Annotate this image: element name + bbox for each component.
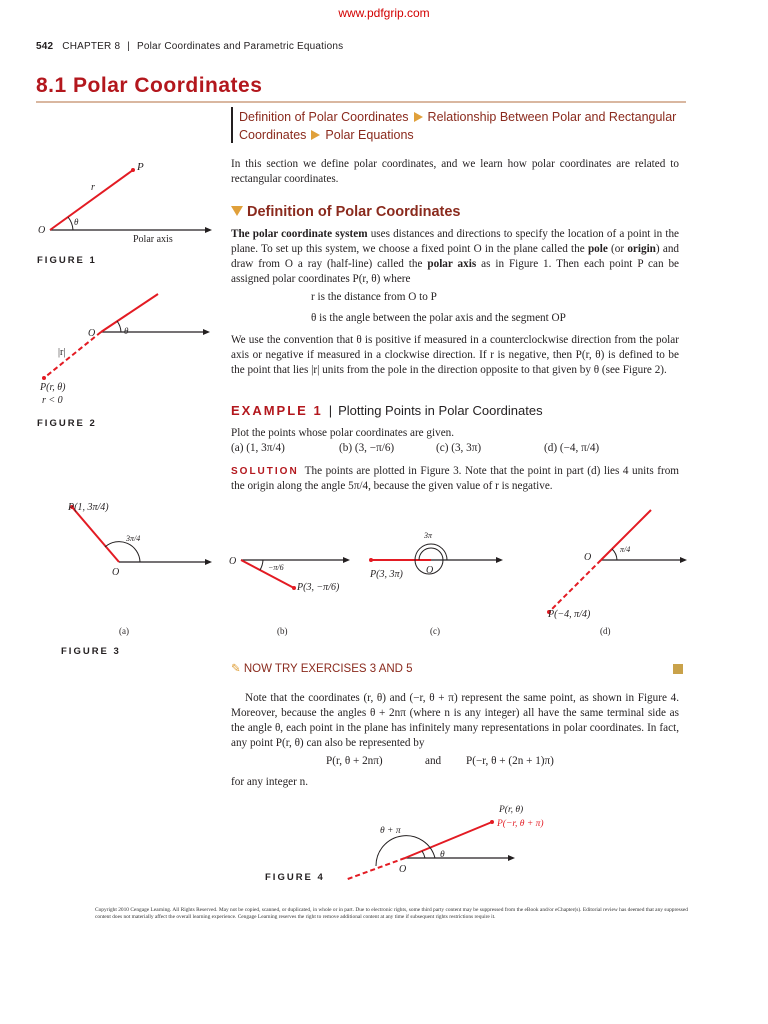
fig4-ray-solid [405,822,492,858]
fig1-label-axis: Polar axis [133,234,173,245]
figure-4 [265,804,544,883]
theta-definition: θ is the angle between the polar axis and the segment OP [311,312,566,324]
fig3d-label-angle: π/4 [620,545,631,554]
fig4-angle-arc-small [422,851,425,858]
intro-paragraph: In this section we define polar coordinates, and we learn how polar coordinates are related to rectangular coordinates. [231,158,679,185]
example-prompt: Plot the points whose polar coordinates are given. [231,427,455,439]
fig1-angle-arc [68,217,73,230]
fig3c-label-point: P(3, 3π) [370,569,403,580]
solution-text: The points are plotted in Figure 3. Note that the point in part (d) lies 4 units from the origin along the angle 5π/4, because the given value of r is negative. [231,465,679,492]
example-part-b: (b) (3, −π/6) [339,442,395,454]
example-part-d: (d) (−4, π/4) [544,442,600,454]
toc-item-relationship[interactable]: Relationship Between Polar and Rectangular Coordinates [239,110,677,142]
fig1-label-theta: θ [74,217,79,227]
fig3b-label-o: O [229,556,237,567]
try-exercises-text: NOW TRY EXERCISES 3 AND 5 [243,663,413,675]
fig3a-label-point: P(1, 3π/4) [68,502,109,513]
fig2-label-o: O [88,328,96,339]
definition-text-3: ) and draw from O a ray (half-line) called the [231,243,680,270]
figure-3c [369,531,503,636]
chapter-title: Polar Coordinates and Parametric Equations [137,41,344,52]
example-separator: | [328,403,333,418]
fig3b-angle-arc [260,560,263,570]
fig1-ray-op [50,170,133,230]
definition-text-1: uses distances and directions to specify the location of a point in the plane. To set up this system, we choose a fixed point O in the plane called the [231,228,680,255]
fig3c-caption: (c) [430,626,440,636]
fig1-axis-arrowhead [205,227,212,233]
fig2-axis-arrowhead [203,329,210,335]
fig3d-caption: (d) [600,626,611,636]
fig2-angle-arc [117,321,121,332]
fig4-axis-arrowhead [508,855,515,861]
fig3c-axis-arrowhead [496,557,503,563]
fig4-label-p1: P(r, θ) [499,805,524,815]
example-part-c: (c) (3, 3π) [436,442,482,454]
toc-item-equations[interactable]: Polar Equations [325,128,414,142]
fig4-ray-dashed [345,858,405,880]
fig3d-label-point: P(−4, π/4) [548,609,591,620]
figure-2 [37,294,210,429]
fig1-label-o: O [38,225,46,236]
term-pole: pole [587,243,608,255]
fig3a-axis-arrowhead [205,559,212,565]
r-definition: r is the distance from O to P [311,291,437,303]
fig3-caption: FIGURE 3 [61,646,121,657]
term-origin: origin [627,243,656,255]
term-polar-axis: polar axis [427,258,477,270]
fig4-point [490,820,494,824]
convention-paragraph: We use the convention that θ is positive if measured in a counterclockwise direction from the polar axis or negative if measured in a clockwise direction. If r is negative, then P(r, θ) is defined to be the point that lies |r| units from the pole in the direction opposite to that given by θ (see Figure 2). [231,334,679,376]
fig3d-axis-arrowhead [680,557,687,563]
fig4-label-angle1: θ + π [380,826,401,836]
fig3b-label-angle: −π/6 [268,563,284,572]
fig3b-point [292,586,296,590]
page-number: 542 [36,41,54,52]
fig2-label-cond: r < 0 [42,395,63,406]
copyright-footer: Copyright 2010 Cengage Learning. All Rights Reserved. May not be copied, scanned, or duplicated, in whole or in part. Due to electronic rights, some third party content may be suppressed from the eBook and/or eChapter(s). Editorial review has deemed that any suppressed content does not materially affect the overall learning experience. Cengage Learning reserves the right to remove additional content at any time if subsequent rights restrictions require it. [95,907,688,920]
fig2-caption: FIGURE 2 [37,418,97,429]
fig1-label-r: r [91,182,95,193]
pencil-icon: ✎ [231,663,241,675]
fig2-label-point: P(r, θ) [40,382,66,393]
any-integer-text: for any integer n. [231,776,309,788]
example-label: EXAMPLE 1 [231,403,323,418]
fig2-label-theta: θ [124,326,129,336]
fig3a-label-angle: 3π/4 [126,534,141,543]
fig1-point-p [131,168,135,172]
formula-and: and [425,755,442,767]
toc-item-definition[interactable]: Definition of Polar Coordinates [239,110,409,124]
watermark-link[interactable]: www.pdfgrip.com [338,6,430,20]
chapter-label: CHAPTER 8 [62,41,121,52]
running-head-separator: | [127,41,131,52]
fig4-caption: FIGURE 4 [265,872,325,883]
figure-3a [67,502,212,636]
fig3c-label-o: O [426,565,434,576]
fig4-label-o: O [399,864,407,875]
figure-1 [37,161,212,266]
fig3d-ray-dashed [549,560,601,612]
fig2-label-abs-r: |r| [58,347,66,358]
example-title: Plotting Points in Polar Coordinates [338,403,543,418]
fig3c-point [369,558,373,562]
example-part-a: (a) (1, 3π/4) [231,442,285,454]
definition-heading-text: Definition of Polar Coordinates [247,204,461,220]
fig3b-axis-arrowhead [343,557,350,563]
formula-left: P(r, θ + 2nπ) [326,755,383,767]
fig4-label-angle2: θ [440,850,445,860]
fig1-label-p: P [137,161,144,173]
fig4-angle-arc-large [376,836,435,866]
definition-text-2: (or [611,243,625,255]
formula-right: P(−r, θ + (2n + 1)π) [466,755,554,767]
fig4-label-p2: P(−r, θ + π) [497,819,544,829]
fig3d-label-o: O [584,552,592,563]
fig1-caption: FIGURE 1 [37,255,97,266]
fig3a-label-o: O [112,567,120,578]
figure-3b [229,556,350,636]
term-polar-system: The polar coordinate system [231,228,368,240]
fig3b-caption: (b) [277,626,288,636]
solution-label: SOLUTION [231,466,299,477]
definition-text-4: as in Figure 1. Then each point P can be assigned polar coordinates P(r, θ) where [231,258,680,285]
fig3a-caption: (a) [119,626,129,636]
section-title: 8.1 Polar Coordinates [36,74,263,97]
fig2-point-p [42,376,46,380]
fig3c-label-angle: 3π [424,531,433,540]
figure-3d [61,510,687,657]
fig3a-ray [72,507,119,562]
note-paragraph: Note that the coordinates (r, θ) and (−r, θ + π) represent the same point, as shown in Figure 4. Moreover, because the angles θ + 2nπ (where n is any integer) all have the same terminal side as the angle θ, each point in the plane has infinitely many representations in polar coordinates. In fact, any point P(r, θ) can also be represented by [231,692,679,749]
fig3d-angle-arc [612,549,617,560]
fig2-ray-solid [101,294,158,332]
fig3b-label-point: P(3, −π/6) [297,582,340,593]
